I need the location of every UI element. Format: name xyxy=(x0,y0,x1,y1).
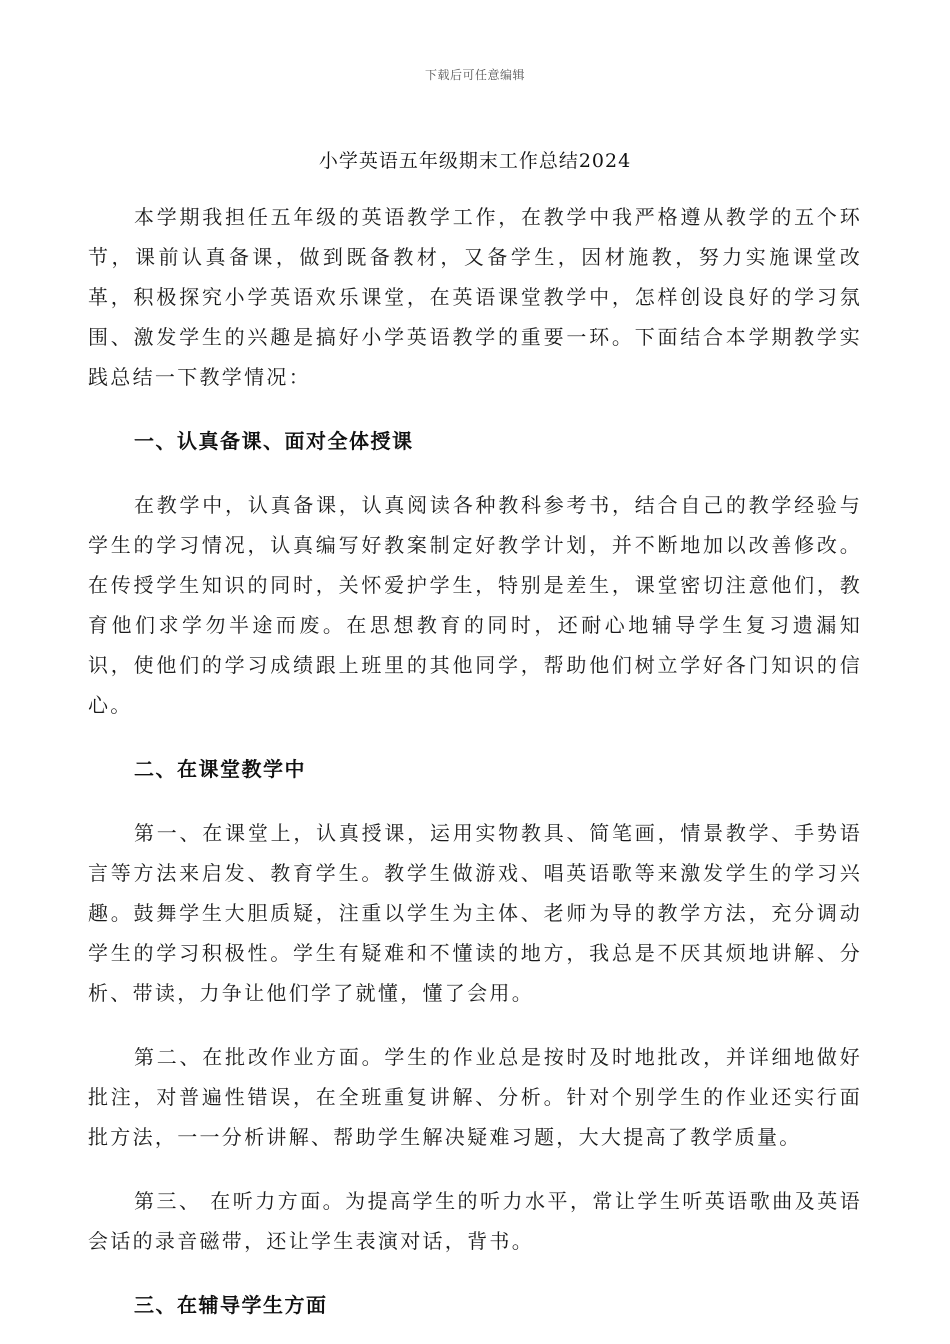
section-2-heading: 二、在课堂教学中 xyxy=(134,757,306,781)
section-3-heading: 三、在辅导学生方面 xyxy=(134,1293,328,1317)
section-2-paragraph-2: 第二、在批改作业方面。学生的作业总是按时及时地批改，并详细地做好批注，对普遍性错误，在全班重复讲解、分析。针对个别学生的作业还实行面批方法，一一分析讲解、帮助学生解决疑难习题，大大提高了教学质量。 xyxy=(88,1045,862,1149)
section-1-paragraph: 在教学中，认真备课，认真阅读各种教科参考书，结合自己的教学经验与学生的学习情况，认真编写好教案制定好教学计划，并不断地加以改善修改。在传授学生知识的同时，关怀爱护学生，特别是差生，课堂密切注意他们，教育他们求学勿半途而废。在思想教育的同时，还耐心地辅导学生复习遗漏知识，使他们的学习成绩跟上班里的其他同学，帮助他们树立学好各门知识的信心。 xyxy=(88,493,862,717)
header-note: 下载后可任意编辑 xyxy=(424,68,525,82)
section-2-paragraph-3: 第三、 在听力方面。为提高学生的听力水平，常让学生听英语歌曲及英语会话的录音磁带，还让学生表演对话，背书。 xyxy=(88,1189,862,1253)
intro-paragraph: 本学期我担任五年级的英语教学工作，在教学中我严格遵从教学的五个环节，课前认真备课，做到既备教材，又备学生，因材施教，努力实施课堂改革，积极探究小学英语欢乐课堂，在英语课堂教学中，怎样创设良好的学习氛围、激发学生的兴趣是搞好小学英语教学的重要一环。下面结合本学期教学实践总结一下教学情况： xyxy=(88,205,862,389)
section-2-paragraph-1: 第一、在课堂上，认真授课，运用实物教具、简笔画，情景教学、手势语言等方法来启发、教育学生。教学生做游戏、唱英语歌等来激发学生的学习兴趣。鼓舞学生大胆质疑，注重以学生为主体、老师为导的教学方法，充分调动学生的学习积极性。学生有疑难和不懂读的地方，我总是不厌其烦地讲解、分析、带读，力争让他们学了就懂，懂了会用。 xyxy=(88,821,862,1005)
document-title: 小学英语五年级期末工作总结2024 xyxy=(318,150,632,172)
section-1-heading: 一、认真备课、面对全体授课 xyxy=(134,429,414,453)
document-body xyxy=(88,197,862,1325)
